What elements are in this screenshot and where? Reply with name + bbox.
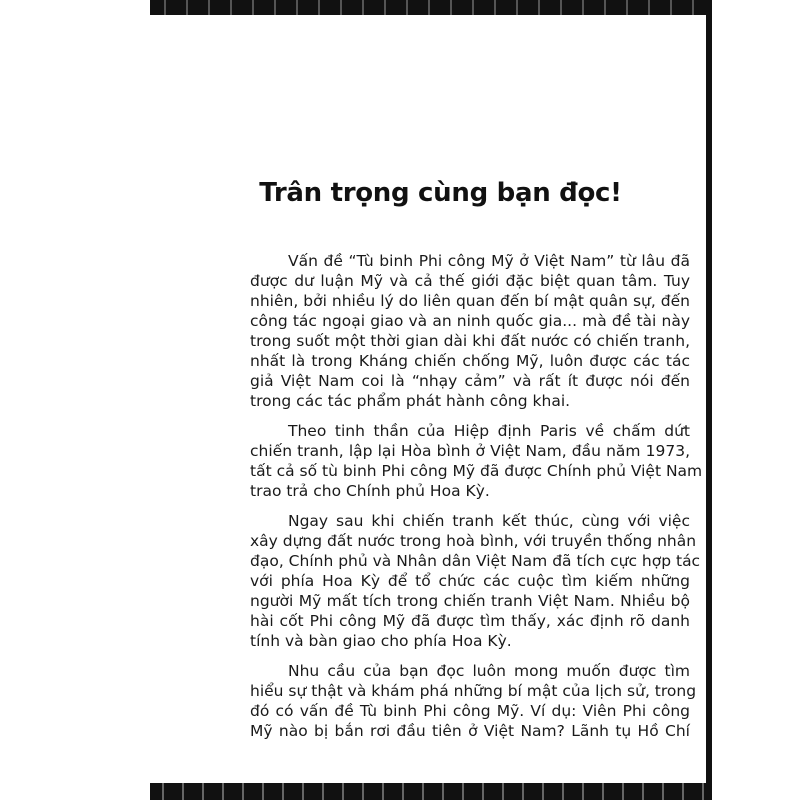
text-line: với phía Hoa Kỳ để tổ chức các cuộc tìm kiếm những — [250, 572, 690, 590]
text-line: nhiên, bởi nhiều lý do liên quan đến bí mật quân sự, đến — [250, 292, 690, 310]
text-line: Vấn đề “Tù binh Phi công Mỹ ở Việt Nam” từ lâu đã — [288, 252, 690, 270]
text-line: chiến tranh, lập lại Hòa bình ở Việt Nam, đầu năm 1973, — [250, 442, 690, 460]
text-line: công tác ngoại giao và an ninh quốc gia... mà đề tài này — [250, 312, 690, 330]
book-cover-edge-right — [706, 0, 712, 790]
page-title: Trân trọng cùng bạn đọc! — [259, 178, 622, 208]
book-cover-edge-bottom — [150, 783, 712, 800]
text-line: người Mỹ mất tích trong chiến tranh Việt Nam. Nhiều bộ — [250, 592, 690, 610]
text-line: đạo, Chính phủ và Nhân dân Việt Nam đã tích cực hợp tác — [250, 552, 701, 570]
text-line: hài cốt Phi công Mỹ đã được tìm thấy, xác định rõ danh — [250, 612, 690, 630]
book-cover-edge-top — [150, 0, 712, 15]
text-line: được dư luận Mỹ và cả thế giới đặc biệt quan tâm. Tuy — [250, 272, 690, 290]
text-line: hiểu sự thật và khám phá những bí mật của lịch sử, trong — [250, 682, 697, 700]
text-line: Mỹ nào bị bắn rơi đầu tiên ở Việt Nam? Lãnh tụ Hồ Chí — [250, 722, 690, 740]
text-line: Nhu cầu của bạn đọc luôn mong muốn được tìm — [288, 662, 690, 680]
text-line: Ngay sau khi chiến tranh kết thúc, cùng với việc — [288, 512, 690, 530]
page-body-text — [250, 251, 703, 751]
paragraph — [250, 511, 701, 651]
text-line: giả Việt Nam coi là “nhạy cảm” và rất ít được nói đến — [250, 372, 690, 390]
text-line: trong các tác phẩm phát hành công khai. — [250, 392, 571, 410]
text-line: tính và bàn giao cho phía Hoa Kỳ. — [250, 632, 512, 650]
text-line: xây dựng đất nước trong hoà bình, với truyền thống nhân — [250, 532, 697, 550]
paragraph — [250, 251, 690, 411]
paragraph — [250, 661, 697, 741]
text-line: trao trả cho Chính phủ Hoa Kỳ. — [250, 482, 490, 500]
text-line: Theo tinh thần của Hiệp định Paris về chấm dứt — [288, 422, 690, 440]
text-line: đó có vấn đề Tù binh Phi công Mỹ. Ví dụ: Viên Phi công — [250, 702, 690, 720]
text-line: tất cả số tù binh Phi công Mỹ đã được Chính phủ Việt Nam — [250, 462, 703, 480]
text-line: trong suốt một thời gian dài khi đất nước có chiến tranh, — [250, 332, 690, 350]
book-page — [175, 15, 706, 783]
text-line: nhất là trong Kháng chiến chống Mỹ, luôn được các tác — [250, 352, 690, 370]
paragraph — [250, 421, 703, 501]
